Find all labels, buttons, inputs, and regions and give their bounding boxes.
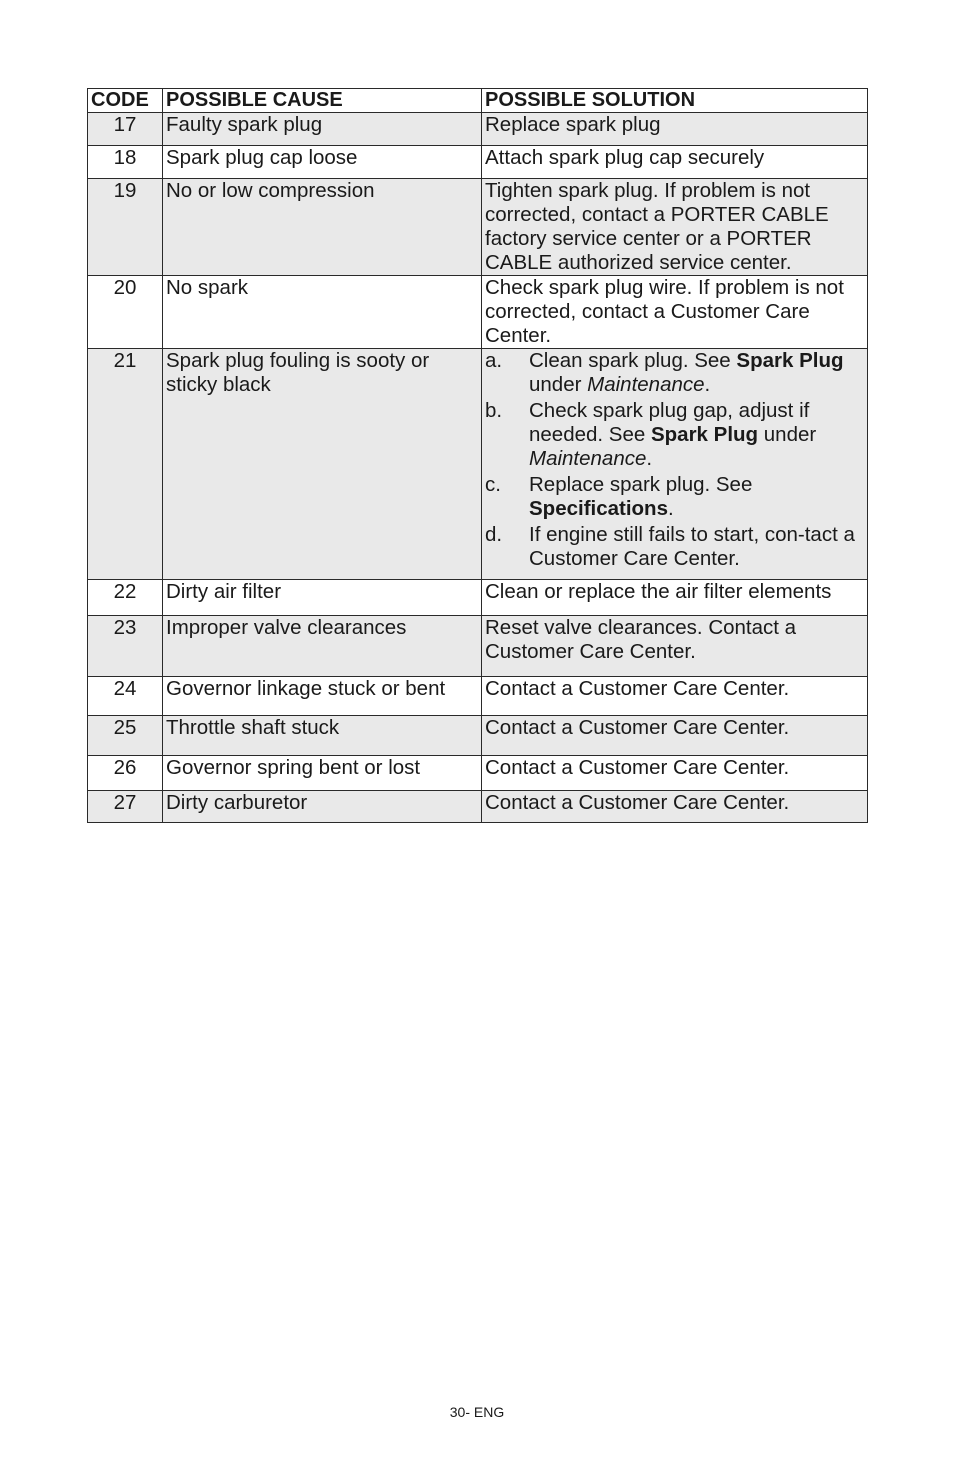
table-row <box>88 716 868 756</box>
cause-cell: Improper valve clearances <box>163 616 482 677</box>
solution-step: b. Check spark plug gap, adjust if needed. See Spark Plug under Maintenance. <box>485 399 817 470</box>
solution-cell <box>482 349 868 580</box>
code-cell: 18 <box>88 146 163 179</box>
solution-cell: Contact a Customer Care Center. <box>482 677 868 716</box>
cause-cell: Governor spring bent or lost <box>163 756 482 791</box>
step-letter: d. <box>485 523 503 546</box>
solution-cell: Reset valve clearances. Contact a Customer Care Center. <box>482 616 868 677</box>
table-row <box>88 616 868 677</box>
solution-step: c. Replace spark plug. See Specifications. <box>485 473 753 520</box>
cause-cell: Spark plug cap loose <box>163 146 482 179</box>
solution-cell: Check spark plug wire. If problem is not corrected, contact a Customer Care Center. <box>482 276 868 349</box>
bold-reference: Specifications <box>529 497 668 520</box>
step-letter: b. <box>485 399 503 422</box>
header-possible-cause: POSSIBLE CAUSE <box>163 89 482 113</box>
solution-cell: Contact a Customer Care Center. <box>482 756 868 791</box>
step-letter: a. <box>485 349 503 372</box>
table-row <box>88 146 868 179</box>
table-row <box>88 276 868 349</box>
solution-step: a. Clean spark plug. See Spark Plug under Maintenance. <box>485 349 844 396</box>
cause-cell: No or low compression <box>163 179 482 276</box>
code-cell: 24 <box>88 677 163 716</box>
solution-cell: Replace spark plug <box>482 113 868 146</box>
code-cell: 21 <box>88 349 163 580</box>
bold-reference: Spark Plug <box>736 349 844 372</box>
header-code: CODE <box>88 89 163 113</box>
table-row <box>88 791 868 823</box>
table-row <box>88 580 868 616</box>
code-cell: 22 <box>88 580 163 616</box>
code-cell: 17 <box>88 113 163 146</box>
solution-cell: Contact a Customer Care Center. <box>482 791 868 823</box>
solution-cell: Clean or replace the air filter elements <box>482 580 868 616</box>
table-row <box>88 677 868 716</box>
solution-cell: Contact a Customer Care Center. <box>482 716 868 756</box>
italic-reference: Maintenance <box>529 447 647 470</box>
italic-reference: Maintenance <box>587 373 705 396</box>
code-cell: 20 <box>88 276 163 349</box>
cause-cell: No spark <box>163 276 482 349</box>
code-cell: 26 <box>88 756 163 791</box>
step-letter: c. <box>485 473 501 496</box>
solution-cell: Tighten spark plug. If problem is not corrected, contact a PORTER CABLE factory service center or a PORTER CABLE authorized service center. <box>482 179 868 276</box>
table-header-row <box>88 89 868 113</box>
code-cell: 23 <box>88 616 163 677</box>
solution-step: d. If engine still fails to start, con-tact a Customer Care Center. <box>485 523 855 570</box>
cause-cell: Dirty air filter <box>163 580 482 616</box>
code-cell: 25 <box>88 716 163 756</box>
code-cell: 19 <box>88 179 163 276</box>
header-possible-solution: POSSIBLE SOLUTION <box>482 89 868 113</box>
cause-cell: Spark plug fouling is sooty or sticky black <box>163 349 482 580</box>
cause-cell: Faulty spark plug <box>163 113 482 146</box>
cause-cell: Dirty carburetor <box>163 791 482 823</box>
solution-cell: Attach spark plug cap securely <box>482 146 868 179</box>
cause-cell: Throttle shaft stuck <box>163 716 482 756</box>
code-cell: 27 <box>88 791 163 823</box>
table-row <box>88 349 868 580</box>
table-row <box>88 756 868 791</box>
solution-steps <box>485 349 864 571</box>
page-footer: 30- ENG <box>449 1404 505 1420</box>
table-row <box>88 113 868 146</box>
bold-reference: Spark Plug <box>650 423 759 446</box>
table-row <box>88 179 868 276</box>
troubleshooting-table <box>87 88 868 823</box>
cause-cell: Governor linkage stuck or bent <box>163 677 482 716</box>
